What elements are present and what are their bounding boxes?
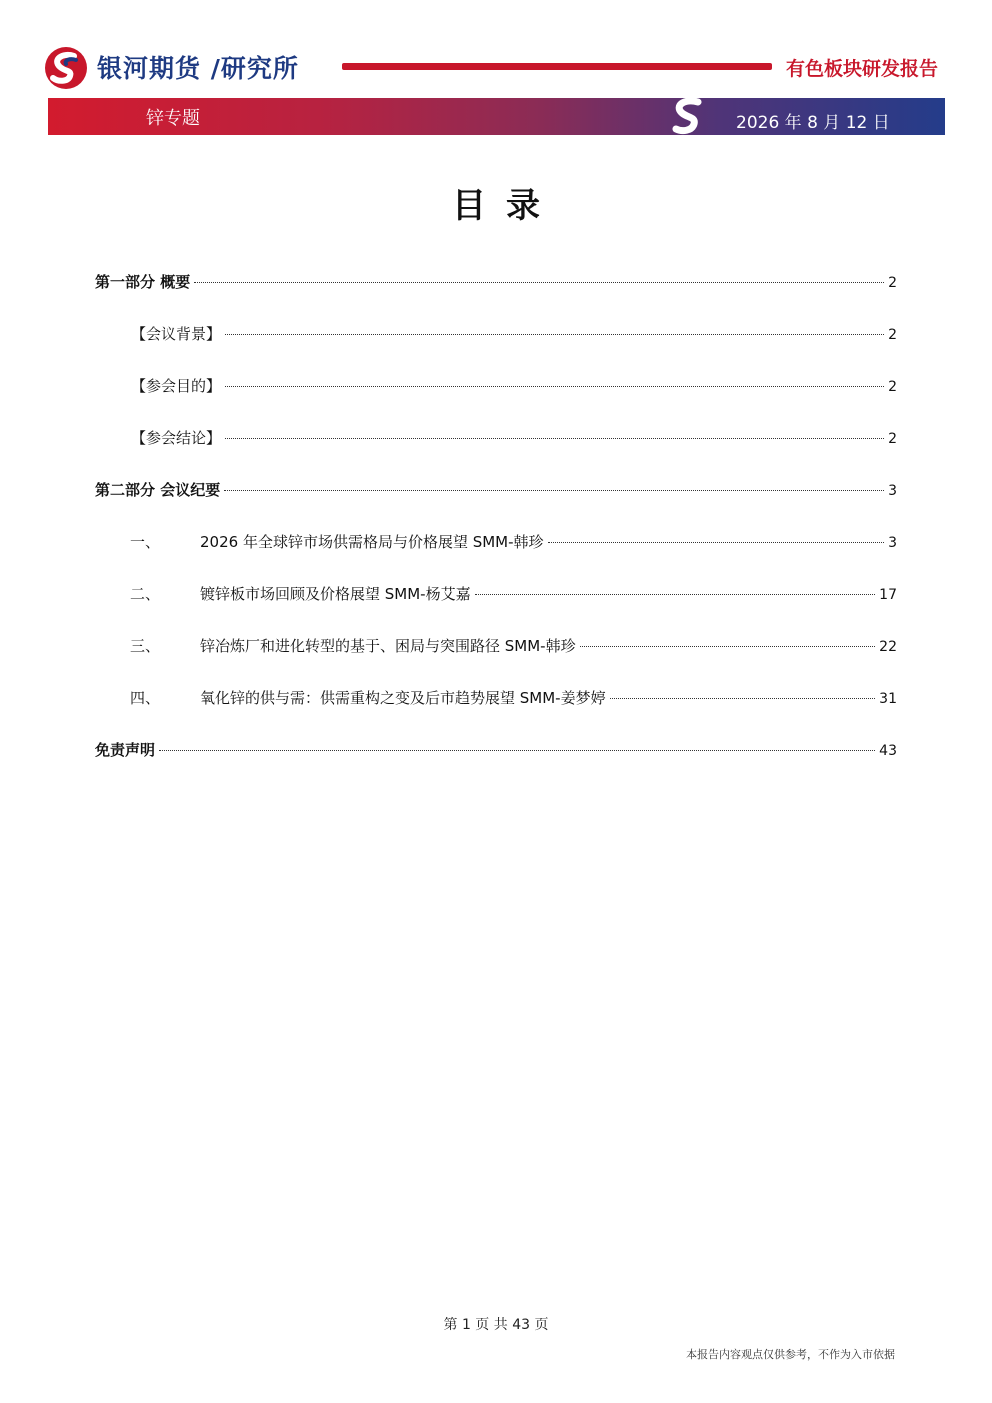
toc-entry-label: 第一部分 概要 [95,273,191,291]
toc-entry-purpose[interactable] [131,375,897,397]
toc-entry-page: 22 [879,639,897,655]
toc-entry-page: 2 [888,379,897,395]
toc-entry-section-3[interactable] [130,635,897,657]
toc-entry-label: 第二部分 会议纪要 [95,481,221,499]
footer-disclaimer: 本报告内容观点仅供参考，不作为入市依据 [686,1348,895,1361]
toc-entry-number: 四、 [130,689,161,707]
brand-company: 银河期货 [97,54,202,83]
banner-s-logo-icon [668,96,708,137]
banner-topic: 锌专题 [146,108,200,129]
report-type: 有色板块研发报告 [786,58,939,80]
toc-entry-part2[interactable] [95,479,897,501]
toc-entry-section-1[interactable] [130,531,897,553]
toc-leader-dots [225,334,884,335]
toc-entry-label: 2026 年全球锌市场供需格局与价格展望 SMM-韩珍 [200,533,544,551]
toc-entry-page: 43 [879,743,897,759]
footer-page-info: 第 1 页 共 43 页 [443,1317,549,1333]
toc-entry-number: 一、 [130,533,161,551]
brand-slash: / [210,54,221,83]
toc-entry-page: 17 [879,587,897,603]
report-date: 2026 年 8 月 12 日 [736,113,890,133]
toc-leader-dots [548,542,885,543]
toc-entry-page: 3 [888,535,897,551]
brand-name [97,49,299,85]
brand-institute: 研究所 [220,54,299,83]
toc-entry-number: 二、 [130,585,161,603]
toc-leader-dots [159,750,875,751]
toc-entry-label: 【会议背景】 [131,325,222,343]
toc-entry-number: 三、 [130,637,161,655]
header-red-line [342,63,772,70]
toc-leader-dots [580,646,876,647]
toc-leader-dots [225,438,884,439]
toc-entry-page: 2 [888,275,897,291]
toc-entry-label: 氧化锌的供与需：供需重构之变及后市趋势展望 SMM-姜梦婷 [200,689,606,707]
toc-leader-dots [610,698,876,699]
toc-entry-label: 镀锌板市场回顾及价格展望 SMM-杨艾嘉 [200,585,471,603]
toc-entry-label: 【参会结论】 [131,429,222,447]
toc-entry-label: 【参会目的】 [131,377,222,395]
galaxy-futures-logo-icon [44,46,88,90]
toc-entry-disclaimer[interactable] [95,739,897,761]
toc-entry-page: 2 [888,327,897,343]
toc-entry-page: 2 [888,431,897,447]
toc-entry-label: 锌冶炼厂和进化转型的基于、困局与突围路径 SMM-韩珍 [200,637,576,655]
toc-leader-dots [224,490,884,491]
toc-leader-dots [475,594,876,595]
toc-entry-section-4[interactable] [130,687,897,709]
toc-entry-page: 31 [879,691,897,707]
toc-leader-dots [225,386,884,387]
toc-entry-background[interactable] [131,323,897,345]
toc-entry-page: 3 [888,483,897,499]
toc-entry-conclusion[interactable] [131,427,897,449]
toc-entry-label: 免责声明 [95,741,156,759]
toc-entry-part1[interactable] [95,271,897,293]
toc-leader-dots [194,282,884,283]
toc-entry-section-2[interactable] [130,583,897,605]
toc-title: 目录 [452,186,560,226]
